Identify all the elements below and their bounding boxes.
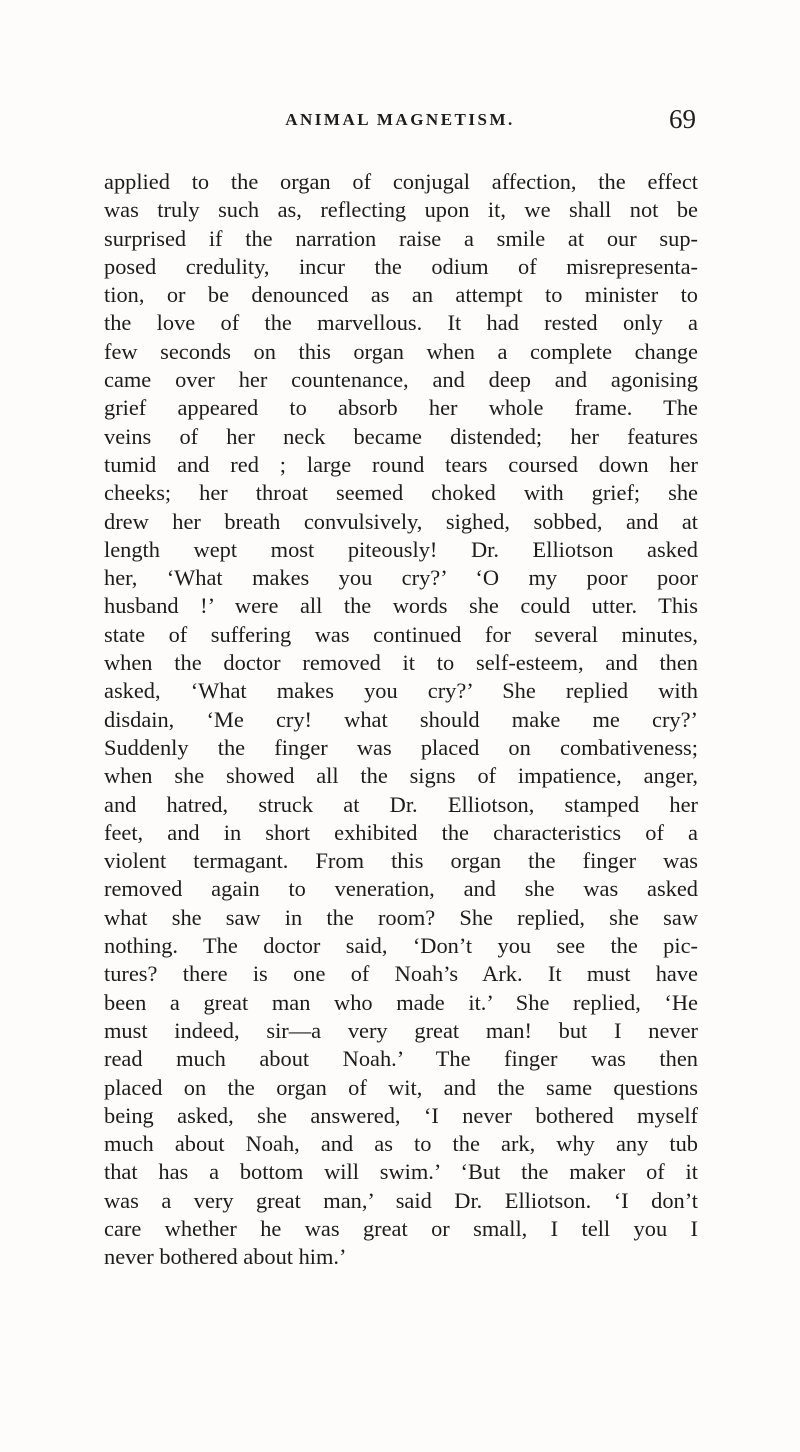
text-line: and hatred, struck at Dr. Elliotson, stamped her [104,791,698,817]
text-line: length wept most piteously! Dr. Elliotson asked [104,536,698,562]
text-line: care whether he was great or small, I tell you I [104,1215,698,1241]
text-line: came over her countenance, and deep and agonising [104,367,698,393]
body-text [104,168,698,1272]
text-line: surprised if the narration raise a smile at our sup- [104,225,698,251]
text-line: grief appeared to absorb her whole frame. The [104,395,698,421]
text-line: asked, ‘What makes you cry?’ She replied with [104,678,698,704]
text-line: was a very great man,’ said Dr. Elliotson. ‘I don’t [104,1187,698,1213]
text-line: read much about Noah.’ The finger was then [104,1046,698,1072]
text-line: when she showed all the signs of impatience, anger, [104,763,698,789]
text-line: what she saw in the room? She replied, she saw [104,904,698,930]
text-line: applied to the organ of conjugal affection, the effect [104,169,698,194]
text-line: her, ‘What makes you cry?’ ‘O my poor poor [104,565,698,591]
text-line: disdain, ‘Me cry! what should make me cry?’ [104,706,698,732]
text-line: posed credulity, incur the odium of misrepresenta- [104,253,698,279]
page-number: 69 [669,104,696,134]
text-line: feet, and in short exhibited the characteristics of a [104,819,698,845]
text-line: cheeks; her throat seemed choked with grief; she [104,480,698,506]
text-line: much about Noah, and as to the ark, why any tub [104,1131,698,1157]
text-line: nothing. The doctor said, ‘Don’t you see the pic- [104,933,698,959]
text-line: state of suffering was continued for several minutes, [104,621,698,647]
running-head [0,104,800,144]
text-line: husband !’ were all the words she could utter. This [104,593,698,619]
text-line: removed again to veneration, and she was asked [104,876,698,902]
text-line: placed on the organ of wit, and the same questions [104,1074,698,1100]
text-line: drew her breath convulsively, sighed, sobbed, and at [104,508,698,534]
text-line: veins of her neck became distended; her features [104,423,698,449]
text-line: few seconds on this organ when a complete change [104,338,698,364]
text-line: never bothered about him.’ [104,1244,347,1270]
text-line: the love of the marvellous. It had rested only a [104,310,698,336]
text-line: that has a bottom will swim.’ ‘But the maker of it [104,1159,698,1185]
text-line: tion, or be denounced as an attempt to minister to [104,282,698,308]
running-title: ANIMAL MAGNETISM. [285,110,515,129]
text-line: being asked, she answered, ‘I never bothered myself [104,1102,698,1128]
text-line: tumid and red ; large round tears coursed down her [104,451,698,477]
text-line: Suddenly the finger was placed on combativeness; [104,734,698,760]
text-line: when the doctor removed it to self-esteem, and then [104,650,698,676]
text-line: tures? there is one of Noah’s Ark. It must have [104,961,698,987]
text-line: been a great man who made it.’ She replied, ‘He [104,989,698,1015]
text-line: violent termagant. From this organ the finger was [104,848,698,874]
text-line: was truly such as, reflecting upon it, we shall not be [104,197,698,223]
text-line: must indeed, sir—a very great man! but I never [104,1017,698,1043]
